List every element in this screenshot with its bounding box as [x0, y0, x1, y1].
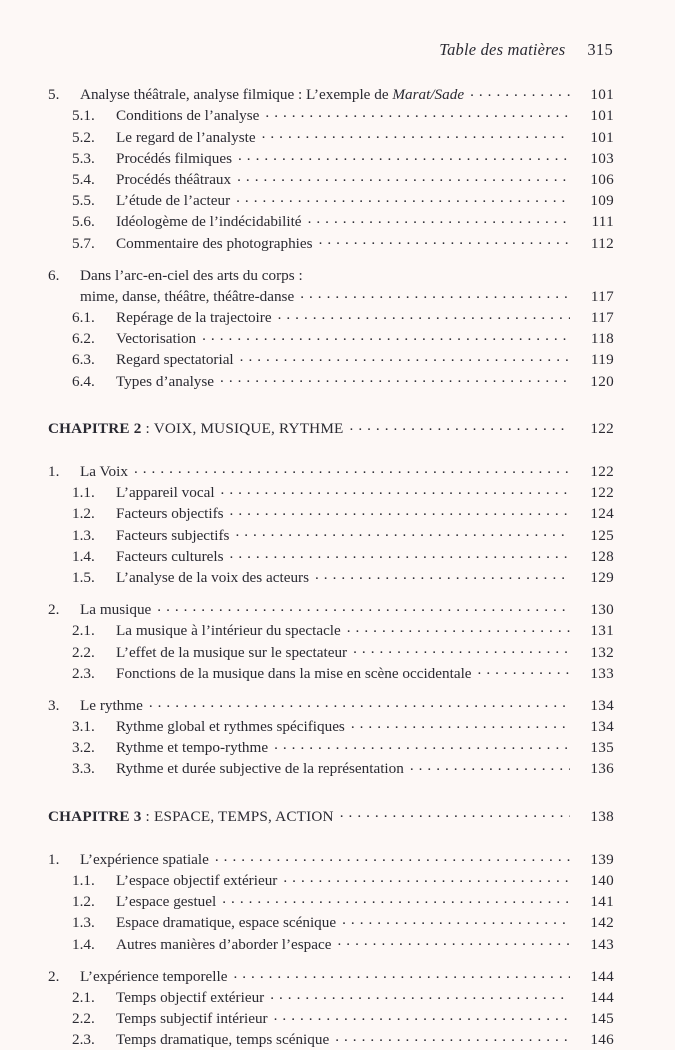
toc-entry[interactable]	[48, 737, 614, 758]
toc-entry-label: L’espace objectif extérieur	[116, 872, 278, 889]
toc-entry-number: 5.7.	[72, 234, 95, 252]
toc-entry-page-number: 122	[590, 484, 614, 502]
dot-leader	[233, 966, 570, 981]
toc-entry-label: Procédés théâtraux	[116, 170, 232, 188]
toc-entry-number: 3.	[48, 696, 60, 714]
toc-group	[48, 84, 614, 254]
toc-entry-label: Facteurs culturels	[116, 547, 224, 565]
toc-entry-label: Le regard de l’analyste	[116, 128, 256, 146]
toc-entry[interactable]	[48, 370, 614, 391]
dot-leader	[265, 105, 570, 120]
toc-entry-page-number: 144	[590, 967, 614, 985]
toc-entry-page-number: 101	[590, 86, 614, 104]
toc-entry[interactable]	[48, 599, 614, 620]
toc-entry[interactable]	[48, 891, 614, 912]
chapter-label	[48, 806, 340, 827]
chapter-title: : ESPACE, TEMPS, ACTION	[141, 807, 334, 825]
toc-entry-page-number: 143	[590, 935, 614, 953]
toc-entry-page-number: 128	[590, 547, 614, 565]
toc-group	[48, 265, 614, 392]
toc-entry-page-number: 134	[590, 696, 614, 714]
dot-leader	[300, 286, 570, 301]
toc-entry[interactable]	[48, 328, 614, 349]
toc-entry[interactable]	[48, 620, 614, 641]
toc-entry[interactable]	[48, 461, 614, 482]
toc-entry[interactable]	[48, 695, 614, 716]
dot-leader	[230, 503, 570, 518]
chapter-number: CHAPITRE 3	[48, 807, 142, 825]
toc-entry-label: Temps objectif extérieur	[116, 988, 265, 1006]
toc-entry-number: 5.2.	[72, 128, 95, 146]
toc-entry-number: 1.3.	[72, 914, 95, 932]
toc-entry-page-number: 101	[590, 107, 614, 125]
toc-entry-number: 2.	[48, 967, 60, 985]
toc-entry[interactable]	[48, 987, 614, 1008]
toc-entry-page-number: 101	[590, 128, 614, 146]
toc-entry-label: La musique	[80, 601, 152, 619]
toc-entry-label: Analyse théâtrale, analyse filmique : L’exemple de Marat/Sade	[80, 86, 465, 104]
toc-entry-number: 3.1.	[72, 718, 95, 736]
toc-entry-number: 5.	[48, 86, 60, 104]
toc-entry[interactable]	[48, 84, 614, 105]
dot-leader	[236, 190, 570, 205]
toc-entry-label: Facteurs objectifs	[116, 505, 224, 523]
toc-entry-number: 5.5.	[72, 192, 95, 210]
toc-entry-number: 2.	[48, 601, 60, 619]
toc-group	[48, 695, 614, 780]
toc-entry-page-number: 130	[590, 601, 614, 619]
toc-entry-label: L’espace gestuel	[116, 893, 217, 911]
dot-leader	[315, 567, 570, 582]
toc-entry-label: Temps subjectif intérieur	[116, 1010, 268, 1028]
toc-entry-page-number: 122	[590, 463, 614, 480]
toc-entry-page-number: 120	[590, 372, 614, 390]
toc-entry-number: 1.2.	[72, 505, 95, 523]
toc-entry-page-number: 133	[590, 664, 614, 682]
toc-entry[interactable]	[48, 567, 614, 588]
toc-entry[interactable]	[48, 524, 614, 545]
toc-entry-label: L’expérience temporelle	[80, 967, 228, 985]
toc-entry-label: Types d’analyse	[116, 372, 215, 390]
toc-entry[interactable]	[48, 1029, 614, 1050]
toc-entry[interactable]	[48, 849, 614, 870]
toc-entry[interactable]	[48, 663, 614, 684]
dot-leader	[215, 849, 570, 864]
toc-group	[48, 966, 614, 1050]
toc-entry[interactable]	[48, 641, 614, 662]
toc-entry-label: L’étude de l’acteur	[116, 192, 231, 210]
toc-entry-page-number: 141	[590, 893, 614, 911]
toc-entry-label: Commentaire des photographies	[116, 234, 313, 252]
toc-entry-label: mime, danse, théâtre, théâtre-danse	[80, 287, 295, 305]
toc-entry-number: 5.4.	[72, 170, 95, 188]
toc-entry-number: 6.	[48, 266, 60, 284]
toc-entry-number: 5.6.	[72, 213, 95, 231]
running-head-title: Table des matières	[439, 40, 566, 59]
dot-leader	[353, 641, 570, 656]
toc-entry-number: 1.	[48, 463, 60, 480]
toc-entry-page-number: 144	[590, 988, 614, 1006]
toc-entry-label: Rythme et durée subjective de la représentation	[116, 760, 404, 778]
dot-leader	[478, 663, 570, 678]
toc-entry[interactable]	[48, 349, 614, 370]
toc-entry-number: 1.4.	[72, 547, 95, 565]
toc-entry[interactable]	[48, 758, 614, 779]
toc-entry-page-number: 117	[590, 309, 614, 327]
toc-entry-number: 6.3.	[72, 351, 95, 369]
toc-entry-label: Rythme et tempo-rythme	[116, 739, 269, 757]
toc-entry-page-number: 109	[590, 192, 614, 210]
chapter-page-number: 122	[590, 419, 614, 437]
dot-leader	[157, 599, 570, 614]
toc-entry-number: 2.1.	[72, 988, 95, 1006]
chapter-title: : VOIX, MUSIQUE, RYTHME	[141, 419, 344, 437]
toc-entry[interactable]	[48, 546, 614, 567]
toc-entry-label: Fonctions de la musique dans la mise en scène occidentale	[116, 664, 472, 682]
toc-entry-label: Idéologème de l’indécidabilité	[116, 213, 302, 231]
dot-leader	[350, 418, 570, 433]
toc-entry-number: 3.2.	[72, 739, 95, 757]
toc-entry-number: 1.	[48, 850, 60, 868]
toc-entry-page-number: 140	[590, 872, 614, 889]
toc-entry-number: 1.1.	[72, 872, 95, 889]
toc-entry[interactable]	[48, 232, 614, 253]
toc-entry[interactable]	[48, 1008, 614, 1029]
toc-entry[interactable]	[48, 912, 614, 933]
toc-entry-page-number: 117	[590, 287, 614, 305]
toc-group	[48, 418, 614, 439]
toc-entry-page-number: 139	[590, 850, 614, 868]
toc-entry-label: La musique à l’intérieur du spectacle	[116, 622, 341, 640]
toc-entry-page-number: 124	[590, 505, 614, 523]
toc-entry-number: 1.2.	[72, 893, 95, 911]
toc-entry-number: 1.1.	[72, 484, 95, 502]
toc-entry-page-number: 103	[590, 149, 614, 167]
toc-entry[interactable]	[48, 307, 614, 328]
toc-entry-number: 5.3.	[72, 149, 95, 167]
toc-entry-label: Autres manières d’aborder l’espace	[116, 935, 332, 953]
toc-entry-page-number: 106	[590, 170, 614, 188]
toc-entry-number: 1.4.	[72, 935, 95, 953]
toc-entry-number: 6.2.	[72, 330, 95, 348]
toc-entry-label: La Voix	[80, 463, 128, 480]
toc-entry[interactable]	[48, 190, 614, 211]
dot-leader	[278, 307, 570, 322]
toc-entry-page-number: 111	[591, 213, 614, 231]
toc-entry-label: Procédés filmiques	[116, 149, 232, 167]
running-head	[439, 40, 613, 60]
toc-entry-number: 2.3.	[72, 664, 95, 682]
dot-leader	[342, 912, 570, 927]
dot-leader	[220, 370, 570, 385]
toc-entry-label: Rythme global et rythmes spécifiques	[116, 718, 345, 736]
dot-leader	[149, 695, 570, 710]
toc-entry[interactable]	[48, 933, 614, 954]
dot-leader	[340, 805, 570, 820]
toc-entry[interactable]	[48, 105, 614, 126]
toc-entry[interactable]	[48, 716, 614, 737]
toc-entry-label: Conditions de l’analyse	[116, 107, 260, 125]
toc-entry-label: L’appareil vocal	[116, 484, 215, 502]
toc-chapter-heading[interactable]	[48, 418, 614, 439]
dot-leader	[410, 758, 570, 773]
toc-entry-label: Espace dramatique, espace scénique	[116, 914, 337, 932]
toc-entry-number: 1.5.	[72, 568, 95, 586]
toc-entry-number: 1.3.	[72, 526, 95, 544]
dot-leader	[309, 265, 570, 280]
toc-entry-page-number: 112	[590, 234, 614, 252]
toc-entry-label: Temps dramatique, temps scénique	[116, 1031, 330, 1049]
dot-leader	[134, 461, 570, 476]
toc-group	[48, 599, 614, 684]
toc-entry-page-number: 119	[590, 351, 614, 369]
toc-entry-page-number: 135	[590, 739, 614, 757]
toc-entry-label: Le rythme	[80, 696, 143, 714]
dot-leader	[274, 737, 570, 752]
toc-entry-number: 5.1.	[72, 107, 95, 125]
toc-entry-title-italic: Marat/Sade	[392, 86, 465, 104]
toc-entry-page-number: 125	[590, 526, 614, 544]
toc-entry-label: L’analyse de la voix des acteurs	[116, 568, 310, 586]
dot-leader	[274, 1008, 570, 1023]
dot-leader	[202, 328, 570, 343]
dot-leader	[335, 1029, 570, 1044]
toc-entry[interactable]	[48, 966, 614, 987]
toc-entry[interactable]	[48, 148, 614, 169]
toc-entry-page-number: 146	[590, 1031, 614, 1049]
chapter-label	[48, 418, 350, 439]
dot-leader	[347, 620, 570, 635]
toc-entry-label: Regard spectatorial	[116, 351, 234, 369]
dot-leader	[237, 169, 570, 184]
toc-entry[interactable]	[48, 503, 614, 524]
toc-chapter-heading[interactable]	[48, 805, 614, 826]
toc-entry[interactable]	[48, 169, 614, 190]
dot-leader	[221, 482, 570, 497]
dot-leader	[351, 716, 570, 731]
toc-entry-page-number: 145	[590, 1010, 614, 1028]
chapter-page-number: 138	[590, 807, 614, 825]
toc-entry-continuation[interactable]	[48, 286, 614, 307]
toc-entry-page-number: 134	[590, 718, 614, 736]
toc-entry-number: 2.1.	[72, 622, 95, 640]
toc-entry-label: Vectorisation	[116, 330, 197, 348]
toc-entry[interactable]	[48, 482, 614, 503]
dot-leader	[230, 546, 570, 561]
toc-entry-number: 3.3.	[72, 760, 95, 778]
dot-leader	[240, 349, 570, 364]
toc-group	[48, 805, 614, 826]
toc-entry-page-number: 136	[590, 760, 614, 778]
dot-leader	[235, 524, 570, 539]
toc-group	[48, 849, 614, 955]
toc-group	[48, 461, 614, 588]
toc-entry[interactable]	[48, 211, 614, 232]
toc-entry-label: L’expérience spatiale	[80, 850, 209, 868]
toc-entry-page-number: 118	[590, 330, 614, 348]
toc-entry-label: Repérage de la trajectoire	[116, 309, 272, 327]
dot-leader	[319, 232, 570, 247]
dot-leader	[283, 870, 570, 885]
dot-leader	[337, 933, 570, 948]
dot-leader	[308, 211, 570, 226]
dot-leader	[262, 126, 570, 141]
chapter-number: CHAPITRE 2	[48, 419, 142, 437]
dot-leader	[470, 84, 570, 99]
toc-entry[interactable]	[48, 870, 614, 891]
toc-entry-number: 6.4.	[72, 372, 95, 390]
dot-leader	[238, 148, 570, 163]
table-of-contents	[48, 84, 614, 1050]
toc-entry[interactable]	[48, 126, 614, 147]
dot-leader	[222, 891, 570, 906]
toc-entry-number: 2.2.	[72, 643, 95, 661]
toc-entry-number: 2.3.	[72, 1031, 95, 1049]
toc-entry-label: Dans l’arc-en-ciel des arts du corps :	[80, 266, 303, 284]
toc-entry-label: Facteurs subjectifs	[116, 526, 230, 544]
toc-entry[interactable]	[48, 265, 614, 286]
toc-entry-number: 2.2.	[72, 1010, 95, 1028]
toc-entry-number: 6.1.	[72, 309, 95, 327]
toc-entry-page-number: 131	[590, 622, 614, 640]
toc-entry-page-number: 132	[590, 643, 614, 661]
running-head-folio: 315	[587, 40, 613, 59]
toc-entry-label: L’effet de la musique sur le spectateur	[116, 643, 348, 661]
toc-entry-page-number: 142	[590, 914, 614, 932]
toc-entry-page-number: 129	[590, 568, 614, 586]
